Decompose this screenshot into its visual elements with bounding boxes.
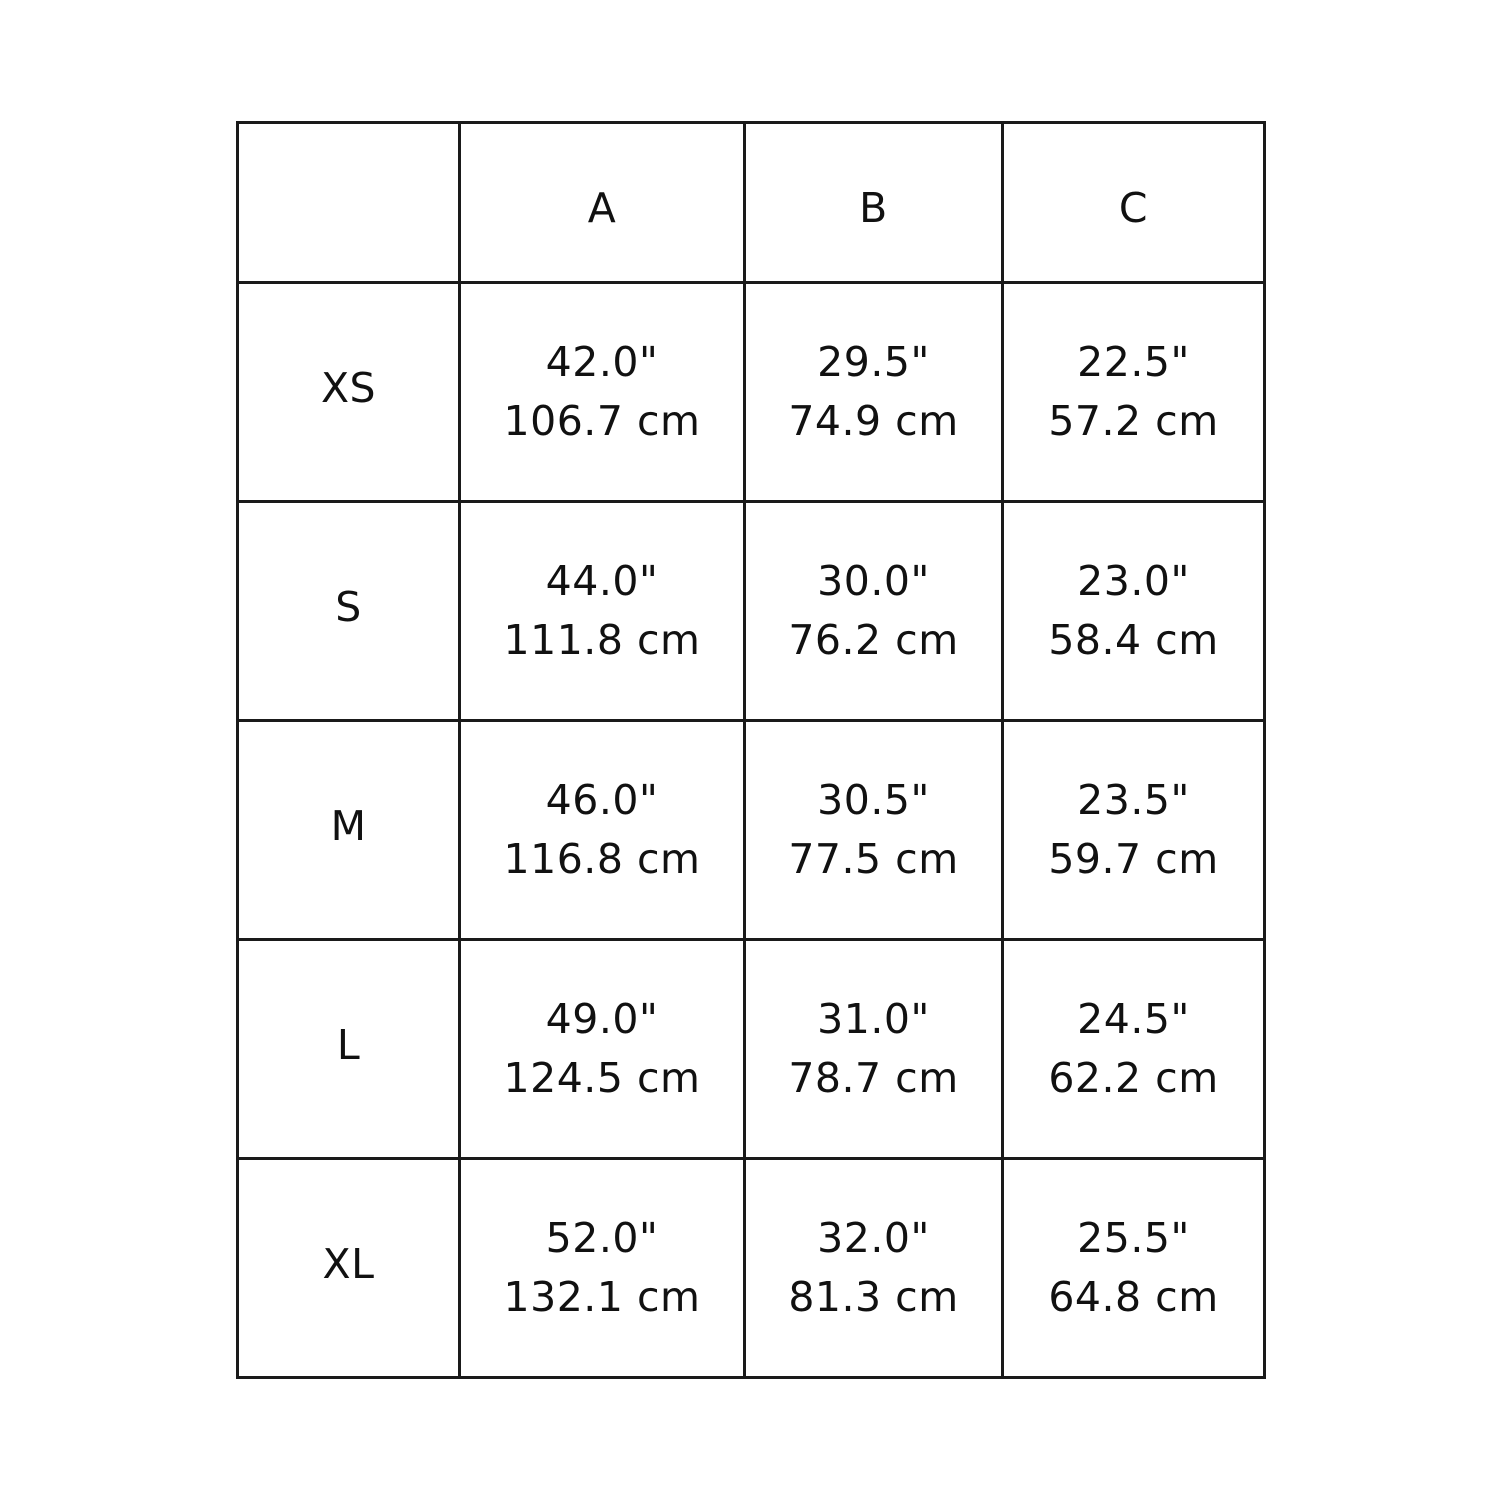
measurement-cell: [745, 283, 1003, 502]
header-row: [238, 123, 1265, 283]
inches-value: 49.0": [545, 995, 659, 1043]
inches-value: 23.5": [1077, 776, 1190, 824]
cm-value: 78.7 cm: [788, 1054, 959, 1102]
size-label-cell: [238, 940, 460, 1159]
inches-value: 25.5": [1077, 1214, 1190, 1262]
size-label-cell: [238, 1159, 460, 1378]
measurement-cell: [1003, 1159, 1265, 1378]
table-row-xl: [238, 1159, 1265, 1378]
cm-value: 77.5 cm: [788, 835, 959, 883]
measurement-cell: [460, 1159, 745, 1378]
cm-value: 62.2 cm: [1048, 1054, 1219, 1102]
inches-value: 24.5": [1077, 995, 1190, 1043]
cm-value: 64.8 cm: [1048, 1273, 1219, 1321]
cm-value: 106.7 cm: [503, 397, 701, 445]
table-row-xs: [238, 283, 1265, 502]
measurement-cell: [460, 502, 745, 721]
cm-value: 111.8 cm: [503, 616, 701, 664]
table-row-m: [238, 721, 1265, 940]
size-label-cell: [238, 721, 460, 940]
size-label: M: [330, 801, 367, 850]
cm-value: 124.5 cm: [503, 1054, 701, 1102]
inches-value: 30.0": [817, 557, 930, 605]
cm-value: 74.9 cm: [788, 397, 959, 445]
measurement-cell: [460, 283, 745, 502]
measurement-cell: [1003, 940, 1265, 1159]
inches-value: 52.0": [545, 1214, 659, 1262]
size-label: S: [335, 582, 362, 631]
size-label-cell: [238, 502, 460, 721]
inches-value: 44.0": [545, 557, 659, 605]
corner-cell: [238, 123, 460, 283]
table-row-l: [238, 940, 1265, 1159]
table-row-s: [238, 502, 1265, 721]
column-header-a: A: [460, 123, 745, 283]
cm-value: 81.3 cm: [788, 1273, 959, 1321]
measurement-cell: [745, 502, 1003, 721]
inches-value: 22.5": [1077, 338, 1190, 386]
measurement-cell: [745, 1159, 1003, 1378]
measurement-cell: [1003, 502, 1265, 721]
cm-value: 59.7 cm: [1048, 835, 1219, 883]
column-header-b: B: [745, 123, 1003, 283]
measurement-cell: [745, 721, 1003, 940]
inches-value: 46.0": [545, 776, 659, 824]
measurement-cell: [745, 940, 1003, 1159]
inches-value: 42.0": [545, 338, 659, 386]
cm-value: 58.4 cm: [1048, 616, 1219, 664]
measurement-cell: [460, 721, 745, 940]
inches-value: 29.5": [817, 338, 930, 386]
cm-value: 76.2 cm: [788, 616, 959, 664]
inches-value: 31.0": [817, 995, 930, 1043]
size-label: XL: [322, 1239, 375, 1288]
size-label: L: [336, 1020, 361, 1069]
inches-value: 23.0": [1077, 557, 1190, 605]
cm-value: 116.8 cm: [503, 835, 701, 883]
inches-value: 30.5": [817, 776, 930, 824]
size-chart-table: [236, 121, 1266, 1379]
size-label: XS: [320, 363, 377, 412]
measurement-cell: [1003, 283, 1265, 502]
cm-value: 57.2 cm: [1048, 397, 1219, 445]
column-header-c: C: [1003, 123, 1265, 283]
measurement-cell: [1003, 721, 1265, 940]
size-label-cell: [238, 283, 460, 502]
inches-value: 32.0": [817, 1214, 930, 1262]
cm-value: 132.1 cm: [503, 1273, 701, 1321]
measurement-cell: [460, 940, 745, 1159]
